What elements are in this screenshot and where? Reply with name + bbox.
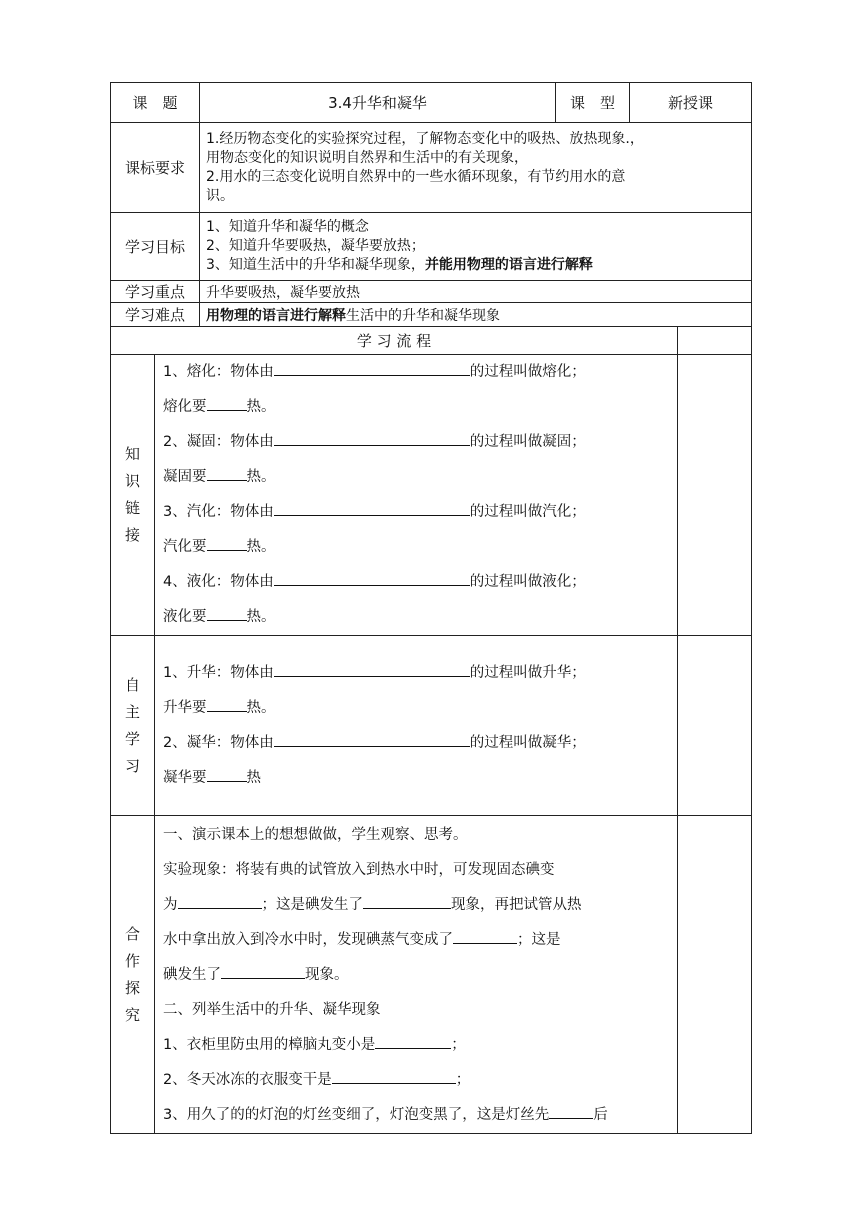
cooperation-line: 实验现象：将装有典的试管放入到热水中时，可发现固态碘变 (163, 862, 555, 878)
prompt-text: 的过程叫做凝固； (469, 434, 586, 450)
knowledge-line (163, 425, 671, 460)
goal-line: 1、知道升华和凝华的概念 (206, 219, 369, 235)
prompt-text: 升华要 (163, 699, 207, 716)
prompt-text: 后 (593, 1107, 608, 1123)
prompt-text: 液化要 (163, 609, 207, 625)
prompt-text: 热。 (246, 539, 276, 555)
label-char: 学 (124, 729, 140, 748)
prompt-text: 的过程叫做液化； (469, 574, 586, 590)
goals-row (111, 213, 752, 281)
standards-row (111, 123, 752, 213)
knowledge-line (163, 495, 671, 530)
cooperation-row (111, 816, 752, 1134)
difficulty-row (111, 303, 752, 327)
prompt-text: 汽化要 (163, 539, 207, 555)
self-study-line (163, 726, 671, 761)
goals-text (200, 213, 752, 281)
standards-line: 识。 (206, 187, 235, 204)
standards-line: 用物态变化的知识说明自然界和生活中的有关现象， (206, 149, 529, 166)
type-value: 新授课 (630, 83, 752, 123)
standards-line: 1.经历物态变化的实验探究过程，了解物态变化中的吸热、放热现象.， (206, 130, 644, 147)
fill-blank[interactable] (274, 359, 470, 376)
knowledge-line (163, 565, 671, 600)
fill-blank[interactable] (207, 464, 247, 481)
cooperation-notes-cell (678, 816, 752, 1134)
prompt-text: 碘发生了 (163, 967, 221, 983)
knowledge-line (163, 355, 671, 390)
knowledge-line (163, 390, 671, 425)
prompt-text: 2、凝华：物体由 (163, 734, 274, 751)
cooperation-line (163, 958, 671, 993)
knowledge-line (163, 460, 671, 495)
prompt-text: 2、冬天冰冻的衣服变干是 (163, 1072, 332, 1088)
difficulty-rest: 生活中的升华和凝华现象 (346, 307, 501, 324)
prompt-text: ； (451, 1037, 466, 1053)
fill-blank[interactable] (274, 730, 470, 747)
prompt-text: 凝华要 (163, 769, 207, 786)
type-label: 课 型 (556, 83, 630, 123)
fill-blank[interactable] (332, 1067, 456, 1084)
fill-blank[interactable] (207, 534, 247, 551)
cooperation-line (163, 923, 671, 958)
prompt-text: 凝固要 (163, 469, 207, 485)
fill-blank[interactable] (274, 429, 470, 446)
key-point-row (111, 281, 752, 303)
goal-line: 2、知道升华要吸热，凝华要放热； (206, 238, 425, 254)
prompt-text: 熔化要 (163, 399, 207, 415)
prompt-text: 1、熔化：物体由 (163, 364, 274, 380)
knowledge-content (155, 355, 678, 636)
label-char: 习 (124, 756, 140, 775)
cooperation-line (163, 1028, 671, 1063)
label-char: 识 (124, 472, 140, 490)
goal-line-bold: 并能用物理的语言进行解释 (424, 257, 593, 273)
prompt-text: 现象，再把试管从热 (451, 897, 582, 913)
self-study-line (163, 656, 671, 691)
knowledge-line (163, 600, 671, 635)
standards-line: 2.用水的三态变化说明自然界中的一些水循环现象，有节约用水的意 (206, 168, 626, 185)
prompt-text: 的过程叫做升华； (469, 664, 586, 681)
fill-blank[interactable] (274, 569, 470, 586)
label-char: 知 (124, 445, 140, 463)
prompt-text: 热 (246, 769, 261, 786)
fill-blank[interactable] (453, 927, 517, 944)
difficulty-label: 学习难点 (111, 303, 200, 327)
goal-line-text: 3、知道生活中的升华和凝华现象， (206, 257, 425, 273)
label-char: 探 (124, 978, 140, 997)
flow-title-row (111, 327, 752, 355)
self-study-line (163, 761, 671, 796)
fill-blank[interactable] (363, 892, 451, 909)
label-char: 作 (124, 951, 140, 970)
prompt-text: ； (455, 1072, 471, 1088)
fill-blank[interactable] (207, 394, 247, 411)
self-study-label (111, 636, 155, 816)
prompt-text: 的过程叫做凝华； (469, 734, 586, 751)
flow-title: 学 习 流 程 (111, 327, 678, 355)
fill-blank[interactable] (221, 962, 305, 979)
knowledge-notes-cell (678, 355, 752, 636)
topic-value: 3.4升华和凝华 (200, 83, 556, 123)
label-char: 合 (124, 924, 140, 943)
prompt-text: 热。 (246, 469, 276, 485)
self-study-content (155, 636, 678, 816)
prompt-text: 1、衣柜里防虫用的樟脑丸变小是 (163, 1037, 376, 1053)
topic-label: 课 题 (111, 83, 200, 123)
label-char: 链 (124, 499, 140, 517)
fill-blank[interactable] (207, 604, 247, 621)
lesson-plan-table (110, 82, 752, 1134)
goal-line (206, 256, 745, 275)
knowledge-row (111, 355, 752, 636)
prompt-text: 现象。 (305, 967, 349, 983)
key-point-label: 学习重点 (111, 281, 200, 303)
prompt-text: 的过程叫做汽化； (469, 504, 586, 520)
cooperation-label (111, 816, 155, 1134)
fill-blank[interactable] (274, 499, 470, 516)
difficulty-bold: 用物理的语言进行解释 (206, 307, 347, 324)
prompt-text: 热。 (246, 609, 276, 625)
standards-text (200, 123, 752, 213)
knowledge-line (163, 530, 671, 565)
prompt-text: 水中拿出放入到冷水中时，发现碘蒸气变成了 (163, 932, 453, 948)
cooperation-line (163, 888, 671, 923)
prompt-text: 3、汽化：物体由 (163, 504, 274, 520)
cooperation-content (155, 816, 678, 1134)
self-study-notes-cell (678, 636, 752, 816)
knowledge-label (111, 355, 155, 636)
cooperation-line: 一、演示课本上的想想做做，学生观察、思考。 (163, 827, 468, 843)
prompt-text: 热。 (246, 699, 276, 716)
prompt-text: ；这是 (517, 932, 561, 948)
standards-label: 课标要求 (111, 123, 200, 213)
fill-blank[interactable] (274, 660, 470, 677)
cooperation-line (163, 1098, 671, 1133)
fill-blank[interactable] (375, 1032, 451, 1049)
prompt-text: 2、凝固：物体由 (163, 434, 274, 450)
prompt-text: 3、用久了的的灯泡的灯丝变细了，灯泡变黑了，这是灯丝先 (163, 1107, 550, 1123)
label-char: 接 (124, 526, 140, 544)
key-point-text: 升华要吸热，凝华要放热 (200, 281, 752, 303)
prompt-text: ；这是碘发生了 (261, 897, 363, 913)
difficulty-text (200, 303, 752, 327)
fill-blank[interactable] (207, 695, 247, 712)
prompt-text: 为 (163, 897, 178, 913)
flow-notes-cell (678, 327, 752, 355)
prompt-text: 热。 (246, 399, 276, 415)
prompt-text: 的过程叫做熔化； (469, 364, 586, 380)
header-row (111, 83, 752, 123)
fill-blank[interactable] (549, 1102, 593, 1119)
label-char: 自 (124, 675, 140, 694)
self-study-row (111, 636, 752, 816)
goals-label: 学习目标 (111, 213, 200, 281)
label-char: 究 (124, 1005, 140, 1024)
prompt-text: 1、升华：物体由 (163, 664, 274, 681)
fill-blank[interactable] (207, 765, 247, 782)
cooperation-line: 二、列举生活中的升华、凝华现象 (163, 1002, 381, 1018)
label-char: 主 (124, 702, 140, 721)
fill-blank[interactable] (178, 892, 262, 909)
cooperation-line (163, 1063, 671, 1098)
self-study-line (163, 691, 671, 726)
prompt-text: 4、液化：物体由 (163, 574, 274, 590)
